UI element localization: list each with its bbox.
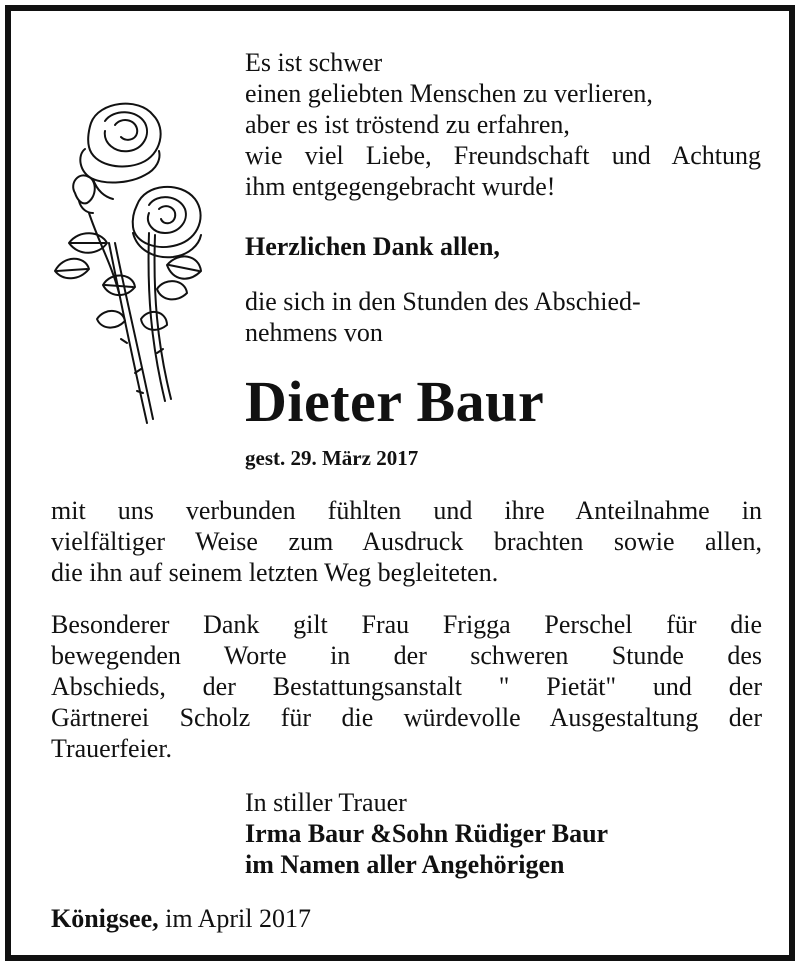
verse-line-1: Es ist schwer bbox=[245, 48, 383, 77]
verse-line-4: wie viel Liebe, Freundschaft und Achtung bbox=[245, 141, 761, 170]
paragraph-1 bbox=[51, 495, 762, 588]
signature-intro: In stiller Trauer bbox=[245, 788, 407, 817]
verse-line-3: aber es ist tröstend zu erfahren, bbox=[245, 110, 570, 139]
signature-family: im Namen aller Angehörigen bbox=[245, 850, 565, 879]
signature-names: Irma Baur &Sohn Rüdiger Baur bbox=[245, 819, 609, 848]
rose-illustration bbox=[49, 93, 209, 433]
death-date: gest. 29. März 2017 bbox=[245, 446, 419, 470]
paragraph-2-line-4: Gärtnerei Scholz für die würdevolle Ausgestaltung der bbox=[51, 703, 762, 732]
paragraph-2-line-5: Trauerfeier. bbox=[51, 734, 173, 763]
poem-verse bbox=[245, 47, 761, 202]
thanks-text bbox=[245, 286, 725, 348]
thanks-line-2: nehmens von bbox=[245, 318, 383, 347]
signature bbox=[245, 787, 608, 880]
paragraph-1-line-3: die ihn auf seinem letzten Weg begleiteten. bbox=[51, 558, 499, 587]
obituary-notice bbox=[5, 5, 795, 961]
paragraph-1-line-1: mit uns verbunden fühlten und ihre Anteilnahme in bbox=[51, 496, 762, 525]
thanks-line-1: die sich in den Stunden des Abschied- bbox=[245, 287, 641, 316]
paragraph-2-line-2: bewegenden Worte in der schweren Stunde des bbox=[51, 641, 762, 670]
thanks-heading: Herzlichen Dank allen, bbox=[245, 232, 500, 261]
place-month: im April 2017 bbox=[158, 904, 312, 933]
paragraph-2-line-1: Besonderer Dank gilt Frau Frigga Perschel für die bbox=[51, 610, 762, 639]
place-date bbox=[51, 903, 311, 934]
verse-line-2: einen geliebten Menschen zu verlieren, bbox=[245, 79, 653, 108]
deceased-name: Dieter Baur bbox=[245, 369, 545, 434]
verse-line-5: ihm entgegengebracht wurde! bbox=[245, 172, 556, 201]
paragraph-2-line-3: Abschieds, der Bestattungsanstalt " Pietät" und der bbox=[51, 672, 762, 701]
paragraph-2 bbox=[51, 609, 762, 764]
place-city: Königsee, bbox=[51, 904, 159, 933]
paragraph-1-line-2: vielfältiger Weise zum Ausdruck brachten sowie allen, bbox=[51, 527, 762, 556]
